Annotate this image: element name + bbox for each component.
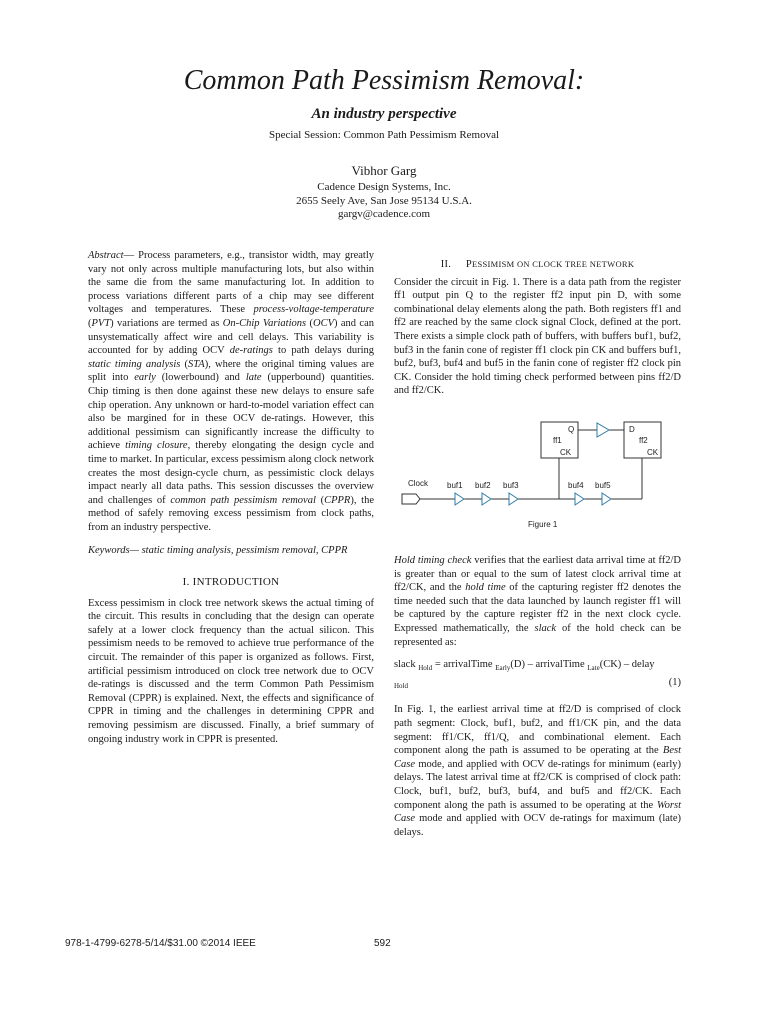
company-address: 2655 Seely Ave, San Jose 95134 U.S.A. <box>296 194 472 207</box>
buffer-icon <box>455 493 464 505</box>
figure-1-circuit <box>394 416 681 541</box>
company-name: Cadence Design Systems, Inc. <box>317 181 451 193</box>
ff2-ck-label: CK <box>647 447 659 457</box>
combinational-element-icon <box>597 423 609 437</box>
arrival-paragraph: In Fig. 1, the earliest arrival time at ff2/D is comprised of clock path segment: Clock, buf1, buf2, and ff1/CK pin, and the data segment: ff1/CK, ff1/Q, and combinational element. Each component along the path is assumed to be operating at the Best Case mode, and applied with OCV de-ratings for minimum (early) delays. The latest arrival time at ff2/CK is comprised of clock path: Clock, buf1, buf2, buf3, buf4, and buf5 and ff2/CK. Each component along the path is assumed to be operating at the Worst Case mode and applied with OCV de-ratings for maximum (late) delays. <box>394 704 681 838</box>
section-heading-introduction: I. INTRODUCTION <box>182 576 280 589</box>
figure-caption: Figure 1 <box>528 519 558 529</box>
section-heading-pessimism: II. PESSIMISM ON CLOCK TREE NETWORK <box>440 259 635 270</box>
paper-subtitle: An industry perspective <box>311 106 457 122</box>
abstract-label: Abstract <box>88 250 124 261</box>
equation-number: (1) <box>668 676 681 688</box>
paper-title: Common Path Pessimism Removal: <box>183 65 585 96</box>
hold-check-paragraph: Hold timing check verifies that the earliest data arrival time at ff2/D is greater than or equal to the sum of latest clock arrival time at ff2/CK, and the hold time of the capturing register ff2 denotes the time needed such that the data launched by launch register ff1 will be captured by the capture register ff2 in the next clock cycle. Expressed mathematically, the slack of the hold check can be represented as: <box>394 554 682 648</box>
buf2-label: buf2 <box>475 480 491 490</box>
buffer-icon <box>602 493 611 505</box>
author-name: Vibhor Garg <box>351 163 417 178</box>
buf1-label: buf1 <box>447 480 463 490</box>
ff2-label: ff2 <box>639 435 648 445</box>
page-number: 592 <box>374 938 391 949</box>
author-email: gargv@cadence.com <box>337 208 431 220</box>
clock-port-icon <box>402 494 420 504</box>
pessimism-paragraph: Consider the circuit in Fig. 1. There is a data path from the register ff1 output pin Q to the register ff2 input pin D, with some combinational delay elements along the path. Both registers ff1 and ff2 are reached by the same clock signal Clock, defined at the port. There exists a simple clock path of buffers, with buffers buf1, buf2, buf3 in the fanin cone of register ff1 clock pin CK and buffers buf1, buf2, buf3, buf4 and buf5 in the fanin cone of register ff2 clock pin CK. Consider the hold timing check performed between pins ff2/D and ff2/CK. <box>394 276 681 397</box>
session-line: Special Session: Common Path Pessimism Removal <box>268 129 500 141</box>
buf5-label: buf5 <box>595 480 611 490</box>
ff2-d-label: D <box>629 424 635 434</box>
keywords-label: Keywords <box>88 545 130 557</box>
buffer-icon <box>575 493 584 505</box>
right-column <box>394 258 681 839</box>
footer-isbn: 978-1-4799-6278-5/14/$31.00 ©2014 IEEE <box>65 938 256 949</box>
buf3-label: buf3 <box>503 480 519 490</box>
clock-label: Clock <box>408 478 429 488</box>
buffer-icon <box>482 493 491 505</box>
ff1-q-label: Q <box>568 424 575 434</box>
introduction-paragraph: Excess pessimism in clock tree network skews the actual timing of the circuit. This results in concluding that the design can operate safely at a lower clock frequency than the actual silicon. This pessimism needs to be removed to achieve true performance of the circuit. The remainder of this paper is organized as follows. First, artificial pessimism introduced on clock tree network due to OCV de-ratings is discussed and the term Common Path Pessimism Removal (CPPR) is explained. Next, the effects and significance of CPPR in timing and the challenges in determining CPPR and removing pessimism are discussed. Finally, a brief summary of ongoing industry work in CPPR is presented. <box>88 597 374 745</box>
affiliation <box>0 181 768 222</box>
left-column <box>88 249 374 746</box>
abstract-paragraph: Abstract— Process parameters, e.g., transistor width, may greatly vary not only across multiple manufacturing lots, but also within the same die from the same manufacturing lot. In addition to process variations different parts of a chip may see different voltages and temperatures. These process-voltage-temperature (PVT) variations are termed as On-Chip Variations (OCV) and can unsystematically affect wire and cell delays. This variability is accounted for by adding OCV de-ratings to path delays during static timing analysis (STA), where the original timing values are split into early (lowerbound) and late (upperbound) quantities. Chip timing is then done against these new delays to ensure safe chip operation. Any unknown or hard-to-model variation effect can also be margined for in these OCV de-ratings. However, this additional pessimism can significantly increase the difficulty to achieve timing closure, thereby elongating the design cycle and time to market. In particular, excess pessimism along clock network creates the most design-cycle churn, as pessimistic clock delays impact nearly all data paths. This session discusses the overview and challenges of common path pessimism removal (CPPR), the method of safely removing excess pessimism from clock paths, from an industry perspective. <box>88 250 375 533</box>
keywords-paragraph: Keywords— static timing analysis, pessimism removal, CPPR <box>88 545 348 557</box>
buf4-label: buf4 <box>568 480 584 490</box>
ff1-ck-label: CK <box>560 447 572 457</box>
buffer-icon <box>509 493 518 505</box>
ff1-label: ff1 <box>553 435 562 445</box>
slack-equation: slack $_{Hold}$ = arrivalTime $_{Early}$(D) – arrivalTime $_{Late}$(CK) – delay $_{Hold}$ (1) <box>394 659 681 690</box>
